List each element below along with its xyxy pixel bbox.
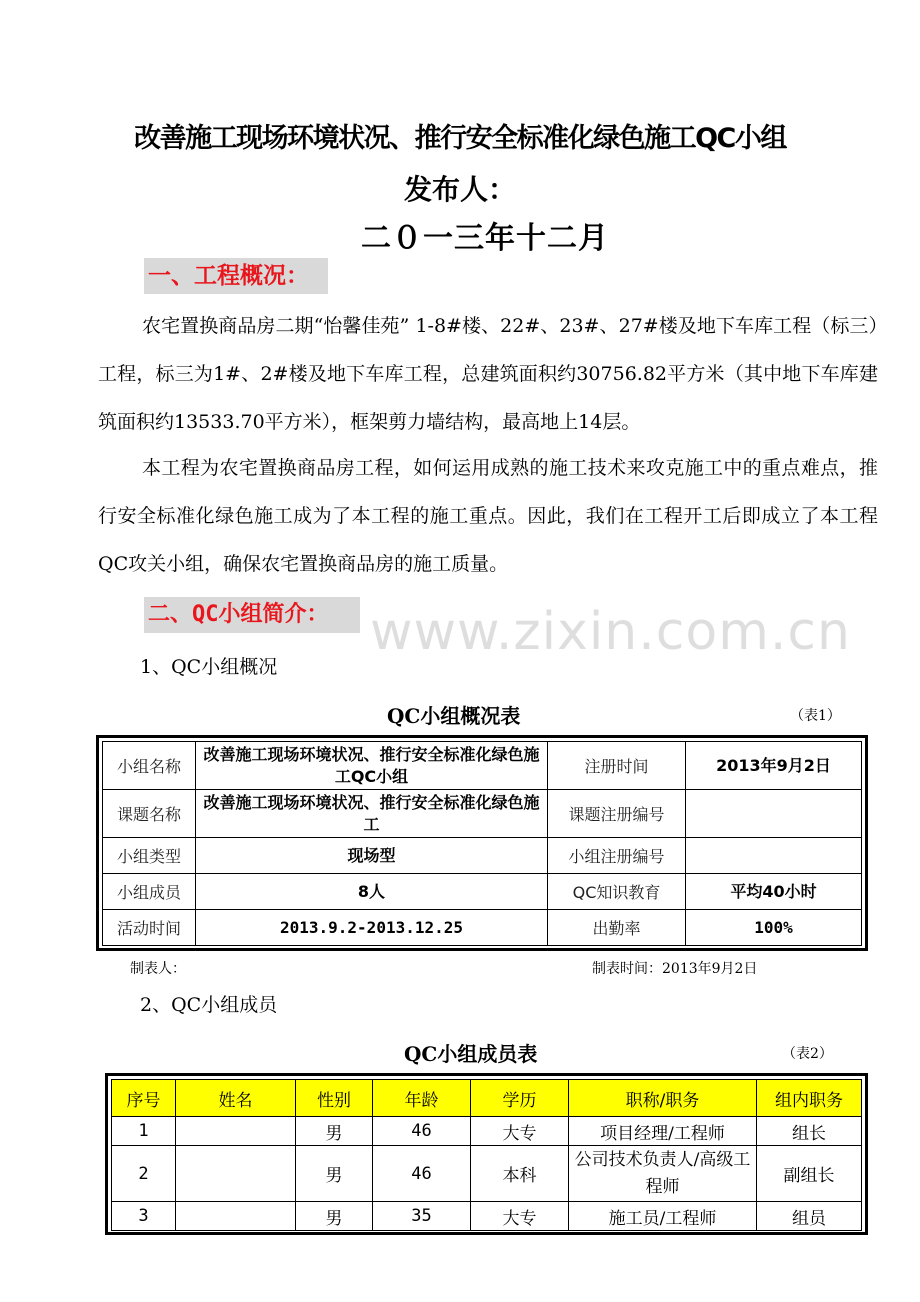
table-row	[103, 910, 862, 946]
table-cell: 施工员/工程师	[569, 1202, 757, 1231]
column-header: 性别	[296, 1080, 373, 1117]
table-cell: 1	[112, 1117, 176, 1146]
table-cell	[686, 790, 862, 838]
column-header: 姓名	[176, 1080, 296, 1117]
table-row	[103, 838, 862, 874]
table-cell: 小组类型	[103, 838, 196, 874]
publisher-label: 发布人：	[403, 173, 516, 206]
table-cell: 课题注册编号	[548, 790, 686, 838]
table-cell: 公司技术负责人/高级工程师	[569, 1146, 757, 1202]
project-overview-paragraph: 农宅置换商品房二期“怡馨佳苑” 1-8#楼、22#、23#、27#楼及地下车库工程（标三）工程，标三为1#、2#楼及地下车库工程，总建筑面积约30756.82平方米（其中地下车库建筑面积约13533.70平方米），框架剪力墙结构，最高地上14层。	[98, 315, 878, 433]
table-cell: 男	[296, 1202, 373, 1231]
table-cell: 组长	[757, 1117, 862, 1146]
table-cell: 46	[373, 1117, 471, 1146]
table-row	[103, 874, 862, 910]
table-cell: 2013.9.2-2013.12.25	[196, 910, 548, 946]
section-heading-qc-intro: 二、QC小组简介：	[144, 597, 360, 633]
table-cell: 活动时间	[103, 910, 196, 946]
section-heading-project-overview: 一、工程概况：	[144, 258, 328, 294]
table-row	[112, 1202, 862, 1231]
table-cell: 46	[373, 1146, 471, 1202]
table-header-row	[112, 1080, 862, 1117]
project-focus-paragraph: 本工程为农宅置换商品房工程，如何运用成熟的施工技术来攻克施工中的重点难点，推行安全标准化绿色施工成为了本工程的施工重点。因此，我们在工程开工后即成立了本工程QC攻关小组，确保农宅置换商品房的施工质量。	[98, 457, 878, 575]
table-row	[103, 742, 862, 790]
table-cell: 本科	[471, 1146, 569, 1202]
table1-number: （表1）	[790, 708, 841, 724]
table-cell: 2	[112, 1146, 176, 1202]
table-cell: 现场型	[196, 838, 548, 874]
table-cell: 大专	[471, 1202, 569, 1231]
column-header: 组内职务	[757, 1080, 862, 1117]
table-row	[112, 1146, 862, 1202]
document-date: 二０一三年十二月	[361, 221, 609, 256]
table-cell: 改善施工现场环境状况、推行安全标准化绿色施工QC小组	[196, 742, 548, 790]
column-header: 年龄	[373, 1080, 471, 1117]
table-cell: 2013年9月2日	[686, 742, 862, 790]
table-cell: 改善施工现场环境状况、推行安全标准化绿色施工	[196, 790, 548, 838]
table-cell	[176, 1202, 296, 1231]
table-cell: 3	[112, 1202, 176, 1231]
table2-caption: QC小组成员表	[404, 1042, 538, 1066]
column-header: 序号	[112, 1080, 176, 1117]
table-cell: 小组名称	[103, 742, 196, 790]
table-cell: 小组成员	[103, 874, 196, 910]
table-cell: QC知识教育	[548, 874, 686, 910]
table-cell: 课题名称	[103, 790, 196, 838]
document-title: 改善施工现场环境状况、推行安全标准化绿色施工QC小组	[134, 123, 786, 154]
table-cell: 大专	[471, 1117, 569, 1146]
table-cell: 小组注册编号	[548, 838, 686, 874]
table-cell: 平均40小时	[686, 874, 862, 910]
table1-date: 制表时间：2013年9月2日	[592, 961, 758, 977]
subsection-qc-overview: 1、QC小组概况	[140, 656, 278, 678]
table-cell: 注册时间	[548, 742, 686, 790]
table-cell: 100%	[686, 910, 862, 946]
table-cell	[686, 838, 862, 874]
table-row	[112, 1117, 862, 1146]
watermark: www.zixin.com.cn	[370, 602, 851, 662]
qc-overview-table	[96, 735, 868, 951]
subsection-qc-members: 2、QC小组成员	[140, 994, 278, 1016]
table2-number: （表2）	[782, 1046, 833, 1062]
column-header: 职称/职务	[569, 1080, 757, 1117]
table-cell: 男	[296, 1117, 373, 1146]
table-cell	[176, 1146, 296, 1202]
qc-members-table	[105, 1073, 868, 1235]
table-cell: 项目经理/工程师	[569, 1117, 757, 1146]
table1-caption: QC小组概况表	[387, 704, 521, 728]
table-cell: 组员	[757, 1202, 862, 1231]
table-cell: 男	[296, 1146, 373, 1202]
table-cell: 出勤率	[548, 910, 686, 946]
table1-author: 制表人：	[130, 961, 186, 977]
table-row	[103, 790, 862, 838]
table-cell: 副组长	[757, 1146, 862, 1202]
table-cell: 8人	[196, 874, 548, 910]
column-header: 学历	[471, 1080, 569, 1117]
table-cell: 35	[373, 1202, 471, 1231]
table-cell	[176, 1117, 296, 1146]
